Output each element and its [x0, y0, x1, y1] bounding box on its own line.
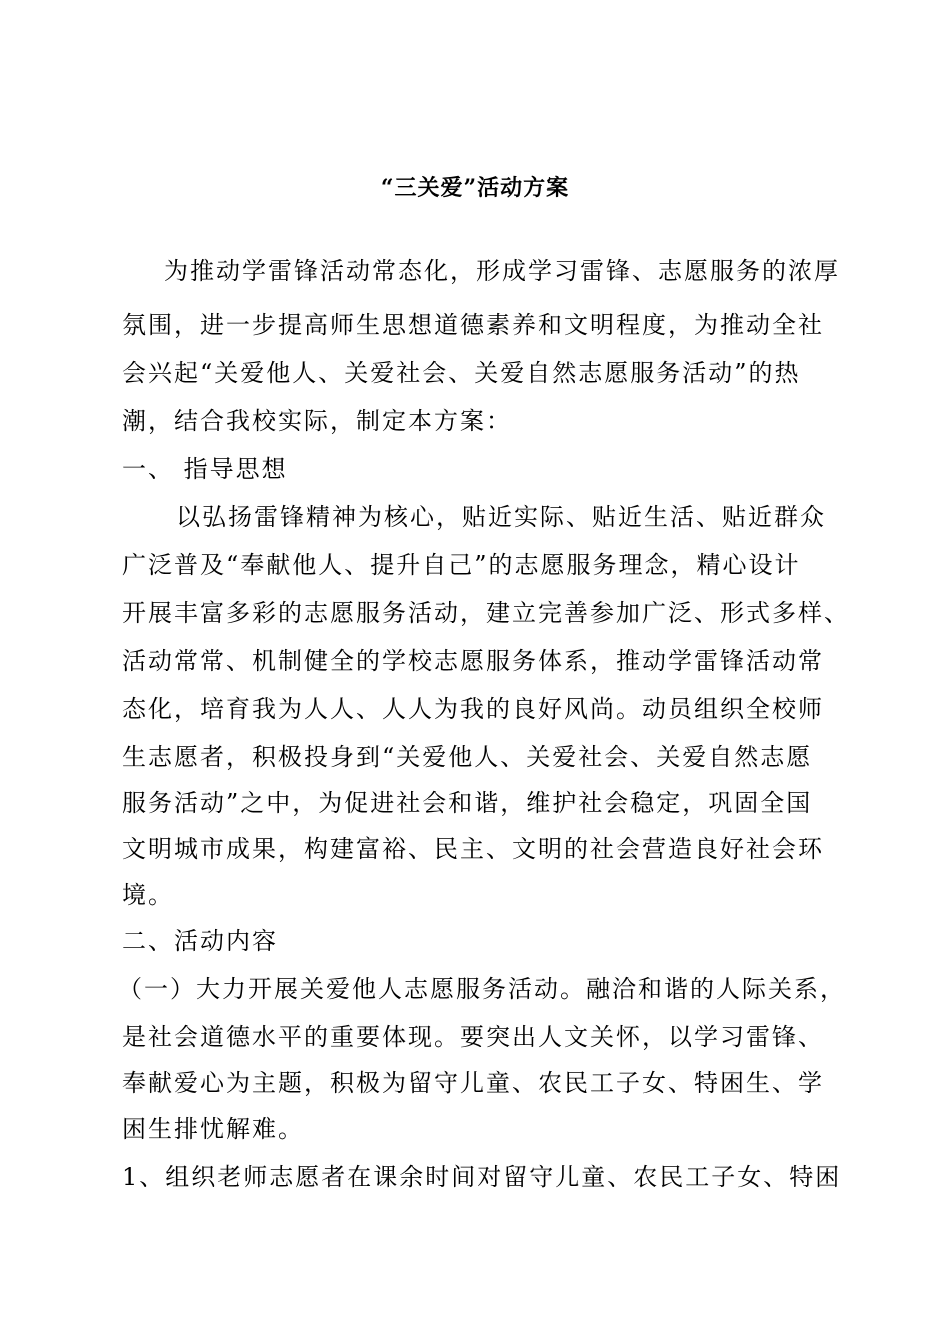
- paragraph-line: 困生排忧解难。: [122, 1115, 304, 1143]
- paragraph-line: 广泛普及“奉献他人、提升自己”的志愿服务理念，精心设计: [122, 551, 801, 579]
- paragraph-line: 生志愿者，积极投身到“关爱他人、关爱社会、关爱自然志愿: [122, 743, 813, 771]
- paragraph-line: 活动常常、机制健全的学校志愿服务体系，推动学雷锋活动常: [122, 647, 824, 675]
- paragraph-line: 文明城市成果，构建富裕、民主、文明的社会营造良好社会环: [122, 835, 824, 863]
- paragraph-line: 服务活动”之中，为促进社会和谐，维护社会稳定，巩固全国: [122, 789, 813, 817]
- section-heading: 一、 指导思想: [122, 455, 288, 483]
- paragraph-line: 奉献爱心为主题，积极为留守儿童、农民工子女、特困生、学: [122, 1069, 824, 1097]
- section-heading: 二、活动内容: [122, 927, 278, 955]
- paragraph-line: 以弘扬雷锋精神为核心，贴近实际、贴近生活、贴近群众: [176, 503, 826, 531]
- paragraph-line: 是社会道德水平的重要体现。要突出人文关怀，以学习雷锋、: [122, 1023, 824, 1051]
- paragraph-line: 为推动学雷锋活动常态化，形成学习雷锋、志愿服务的浓厚: [164, 257, 840, 285]
- paragraph-line: 境。: [122, 881, 174, 909]
- paragraph-line: 氛围，进一步提高师生思想道德素养和文明程度，为推动全社: [122, 311, 824, 339]
- paragraph-line: 潮，结合我校实际，制定本方案：: [122, 407, 512, 435]
- document-title: “三关爱”活动方案: [380, 175, 570, 201]
- paragraph-line: 态化，培育我为人人、人人为我的良好风尚。动员组织全校师: [122, 695, 824, 723]
- paragraph-line: 开展丰富多彩的志愿服务活动，建立完善参加广泛、形式多样、: [122, 599, 850, 627]
- paragraph-line: 1、组织老师志愿者在课余时间对留守儿童、农民工子女、特困: [122, 1163, 842, 1191]
- paragraph-line: 会兴起“关爱他人、关爱社会、关爱自然志愿服务活动”的热: [122, 359, 801, 387]
- paragraph-line: （一）大力开展关爱他人志愿服务活动。融洽和谐的人际关系，: [118, 975, 846, 1003]
